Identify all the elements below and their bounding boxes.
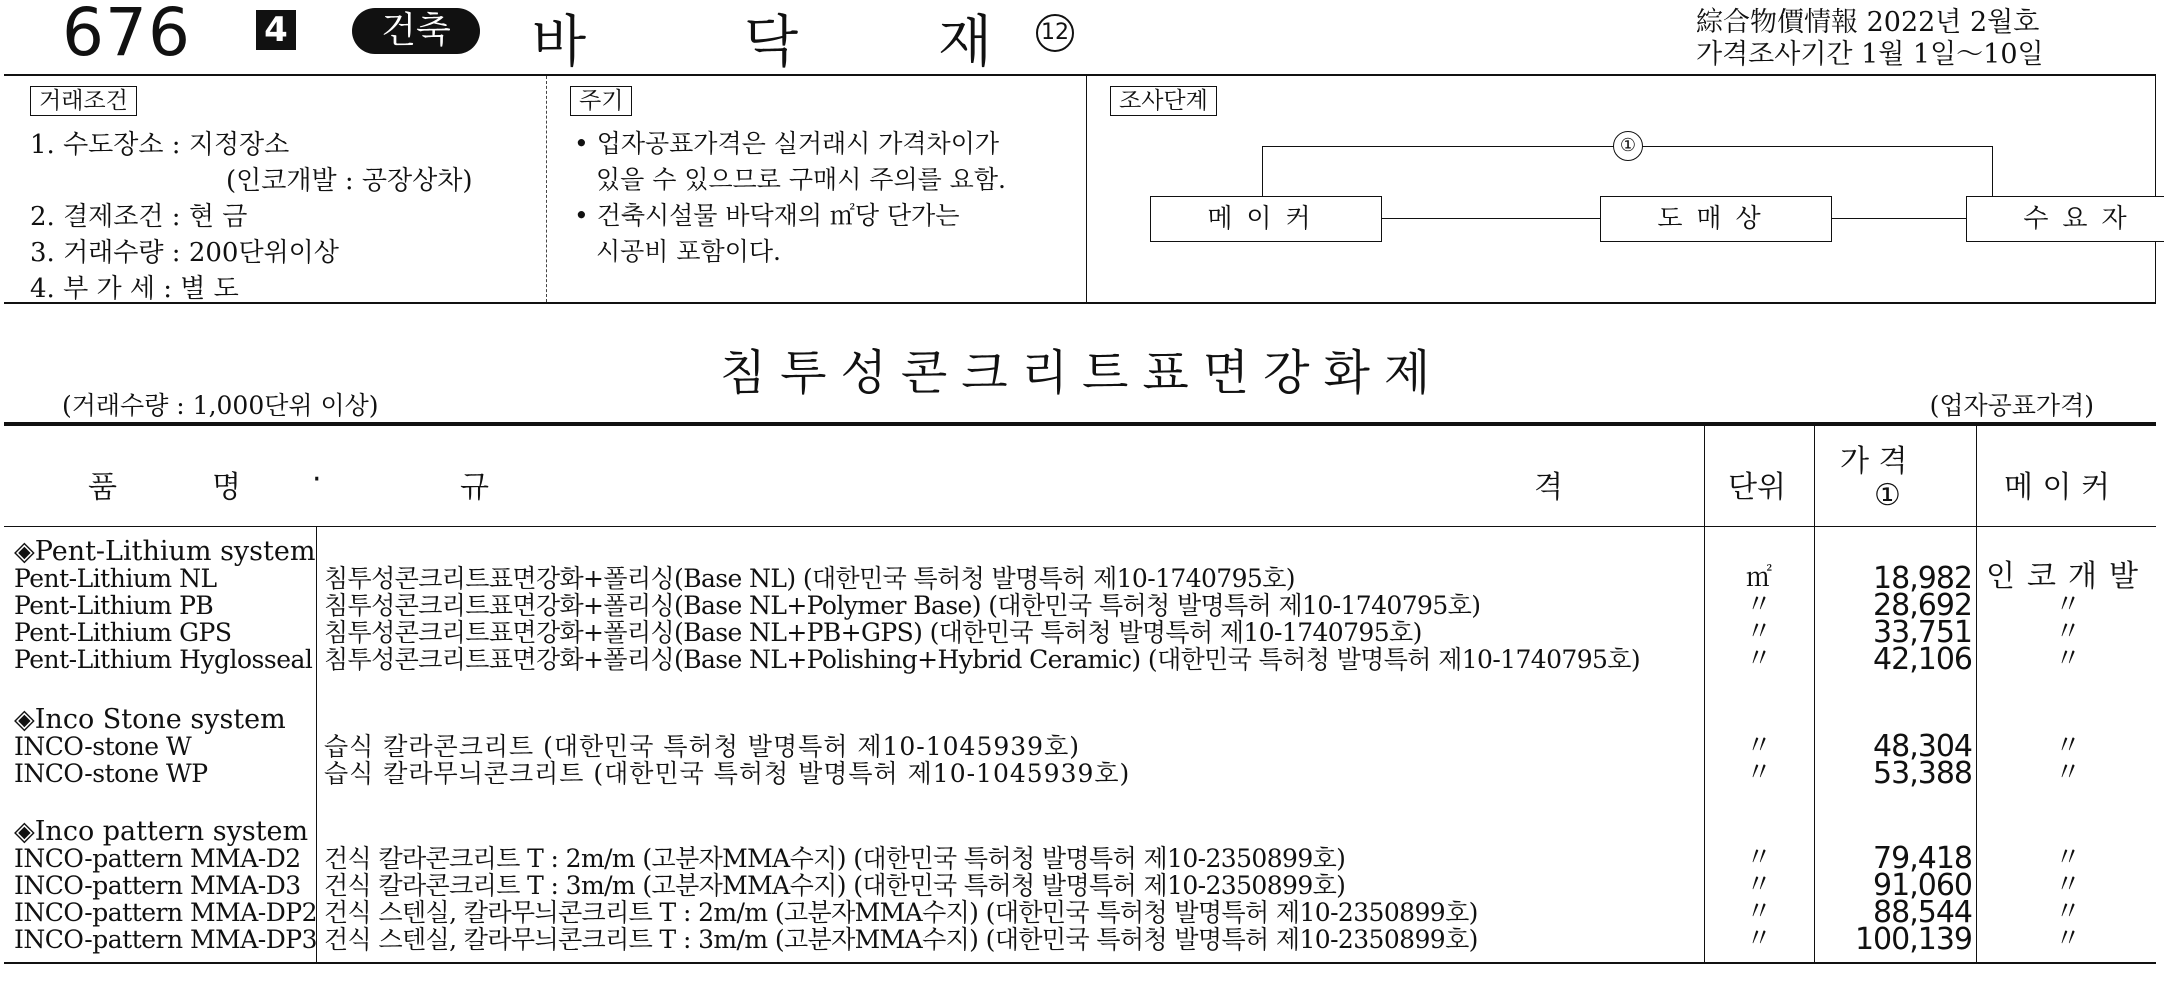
product-maker: 〃	[2054, 870, 2081, 900]
group-title: ◈Inco pattern system	[14, 816, 309, 847]
survey-stages-label: 조사단계	[1110, 86, 1217, 116]
flow-line	[1830, 218, 1966, 219]
product-maker: 〃	[2054, 843, 2081, 873]
product-price: 79,418	[1873, 841, 1972, 876]
product-unit: 〃	[1745, 924, 1772, 954]
publication-info: 綜合物價情報 2022년 2월호	[1696, 7, 2040, 38]
product-spec: 침투성콘크리트표면강화+폴리싱(Base NL+PB+GPS) (대한민국 특허청 발명특허 제10-1740795호)	[324, 618, 1422, 647]
title-char-1: 바	[532, 10, 587, 75]
price-table	[4, 422, 2156, 964]
category-badge: 건축	[352, 8, 480, 54]
product-spec: 침투성콘크리트표면강화+폴리싱(Base NL+Polymer Base) (대한민국 특허청 발명특허 제10-1740795호)	[324, 591, 1481, 620]
survey-stages	[1086, 76, 2156, 302]
product-price: 18,982	[1873, 561, 1972, 596]
flow-wholesaler-box: 도매상	[1600, 196, 1832, 242]
flow-maker-box: 메이커	[1150, 196, 1382, 242]
product-price: 28,692	[1873, 588, 1972, 623]
conditions-panel	[4, 74, 2156, 304]
product-maker: 인코개발	[1986, 559, 2150, 594]
trade-condition-line: 2. 결제조건 : 현 금	[30, 202, 248, 232]
page-number: 676	[62, 0, 191, 71]
product-unit: 〃	[1745, 870, 1772, 900]
price-note: (업자공표가격)	[1929, 391, 2094, 420]
product-maker: 〃	[2054, 590, 2081, 620]
product-name: INCO-pattern MMA-DP3	[14, 925, 318, 954]
product-maker: 〃	[2054, 731, 2081, 761]
product-unit: 〃	[1745, 758, 1772, 788]
product-spec: 습식 칼라콘크리트 (대한민국 특허청 발명특허 제10-1045939호)	[324, 732, 1080, 761]
flow-line	[1992, 146, 1993, 196]
header-maker: 메 이 커	[2004, 470, 2111, 505]
product-spec: 침투성콘크리트표면강화+폴리싱(Base NL+Polishing+Hybrid Ceramic) (대한민국 특허청 발명특허 제10-1740795호)	[324, 645, 1641, 674]
product-maker: 〃	[2054, 897, 2081, 927]
product-spec: 침투성콘크리트표면강화+폴리싱(Base NL) (대한민국 특허청 발명특허 제10-1740795호)	[324, 564, 1295, 593]
group-title: ◈Inco Stone system	[14, 704, 286, 735]
product-unit: ㎡	[1745, 563, 1772, 593]
trade-conditions	[4, 76, 547, 302]
note-line: • 업자공표가격은 실거래시 가격차이가	[574, 129, 999, 158]
survey-period: 가격조사기간 1월 1일～10일	[1696, 39, 2044, 70]
product-price: 33,751	[1873, 615, 1972, 650]
header-price-route: ①	[1874, 478, 1901, 513]
title-char-2: 닥	[744, 10, 799, 75]
header-spec-char: 격	[1534, 470, 1563, 505]
product-price: 42,106	[1873, 642, 1972, 677]
product-name: INCO-stone W	[14, 732, 192, 761]
column-divider	[316, 526, 317, 962]
product-unit: 〃	[1745, 897, 1772, 927]
product-maker: 〃	[2054, 758, 2081, 788]
table-header-divider	[4, 526, 2156, 527]
product-spec: 건식 스텐실, 칼라무늬콘크리트 T : 3m/m (고분자MMA수지) (대한민국 특허청 발명특허 제10-2350899호)	[324, 925, 1478, 954]
trade-condition-line: 1. 수도장소 : 지정장소	[30, 130, 290, 160]
group-title: ◈Pent-Lithium system	[14, 536, 316, 567]
product-name: INCO-stone WP	[14, 759, 208, 788]
section-number-badge: 4	[256, 10, 296, 50]
header-spec-char: 규	[460, 470, 489, 505]
product-unit: 〃	[1745, 731, 1772, 761]
product-spec: 건식 스텐실, 칼라무늬콘크리트 T : 2m/m (고분자MMA수지) (대한민국 특허청 발명특허 제10-2350899호)	[324, 898, 1478, 927]
product-name: Pent-Lithium GPS	[14, 618, 232, 647]
product-name: Pent-Lithium PB	[14, 591, 214, 620]
product-maker: 〃	[2054, 924, 2081, 954]
product-spec: 건식 칼라콘크리트 T : 3m/m (고분자MMA수지) (대한민국 특허청 발명특허 제10-2350899호)	[324, 871, 1346, 900]
title-char-3: 재	[938, 10, 993, 75]
flow-line	[1380, 218, 1600, 219]
product-unit: 〃	[1745, 843, 1772, 873]
trade-conditions-label: 거래조건	[30, 86, 137, 116]
volume-note: (거래수량 : 1,000단위 이상)	[62, 391, 379, 420]
route-1-marker: ①	[1613, 131, 1643, 161]
product-price: 91,060	[1873, 868, 1972, 903]
product-name: Pent-Lithium Hyglosseal	[14, 645, 313, 674]
product-price: 88,544	[1873, 895, 1972, 930]
product-spec: 습식 칼라무늬콘크리트 (대한민국 특허청 발명특허 제10-1045939호)	[324, 759, 1131, 788]
notes	[546, 76, 1087, 302]
product-unit: 〃	[1745, 590, 1772, 620]
product-name: INCO-pattern MMA-DP2	[14, 898, 318, 927]
note-line: • 건축시설물 바닥재의 ㎡당 단가는	[574, 201, 960, 230]
product-maker: 〃	[2054, 644, 2081, 674]
column-divider	[1814, 426, 1815, 962]
note-line: 시공비 포함이다.	[596, 237, 781, 266]
product-price: 100,139	[1854, 922, 1972, 957]
flow-line	[1262, 146, 1263, 196]
header-unit: 단위	[1728, 470, 1786, 505]
product-price: 53,388	[1873, 756, 1972, 791]
page-header	[0, 0, 2164, 75]
product-unit: 〃	[1745, 644, 1772, 674]
trade-condition-line: 4. 부 가 세 : 별 도	[30, 274, 239, 304]
section-title: 침투성콘크리트표면강화제	[719, 345, 1445, 401]
header-price: 가 격	[1840, 444, 1908, 479]
note-line: 있을 수 있으므로 구매시 주의를 요함.	[596, 165, 1006, 194]
header-name-char: 품	[88, 470, 117, 505]
volume-circled-number: 12	[1036, 14, 1074, 52]
header-name-char: ·	[312, 462, 322, 497]
column-divider	[1976, 426, 1977, 962]
product-unit: 〃	[1745, 617, 1772, 647]
product-name: INCO-pattern MMA-D2	[14, 844, 301, 873]
product-name: INCO-pattern MMA-D3	[14, 871, 301, 900]
header-name-char: 명	[212, 470, 241, 505]
trade-condition-line: 3. 거래수량 : 200단위이상	[30, 238, 339, 268]
product-maker: 〃	[2054, 617, 2081, 647]
product-price: 48,304	[1873, 729, 1972, 764]
trade-condition-line: (인코개발 : 공장상차)	[226, 166, 473, 196]
product-spec: 건식 칼라콘크리트 T : 2m/m (고분자MMA수지) (대한민국 특허청 발명특허 제10-2350899호)	[324, 844, 1346, 873]
notes-label: 주기	[570, 86, 632, 116]
flow-consumer-box: 수요자	[1966, 196, 2164, 242]
product-name: Pent-Lithium NL	[14, 564, 217, 593]
